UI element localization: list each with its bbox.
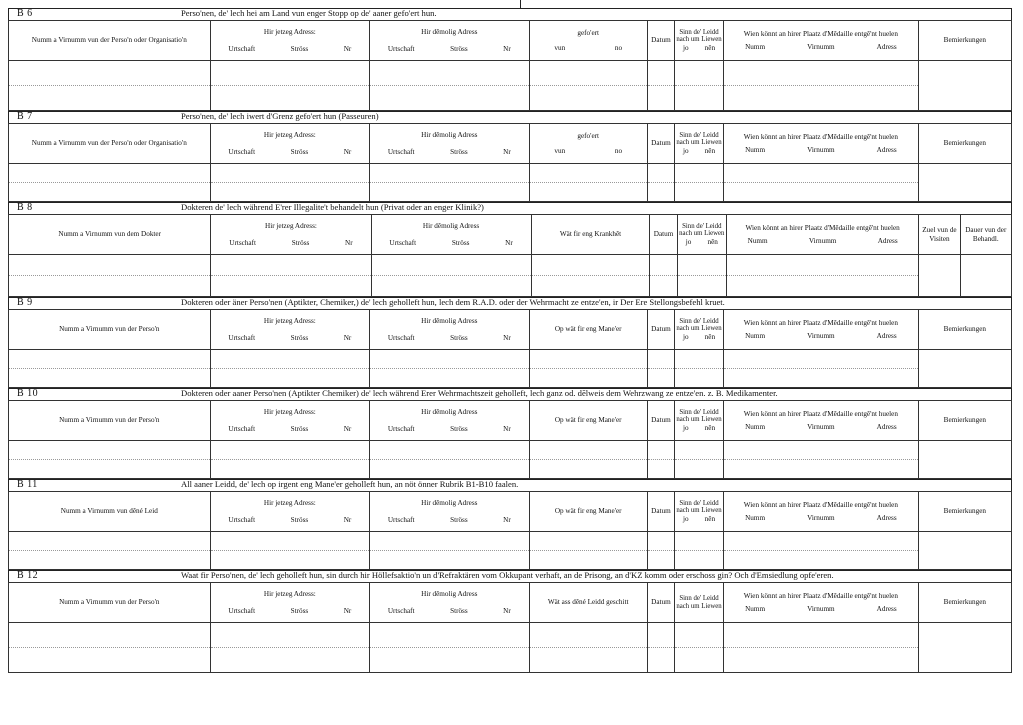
town-label: Urtschaft — [228, 44, 256, 53]
medal-name-label: Numm — [745, 513, 766, 522]
town-label: Urtschaft — [387, 515, 415, 524]
number-label: Nr — [343, 147, 352, 156]
former-address-header — [370, 583, 529, 623]
former-address-header — [370, 124, 529, 164]
alive-no-label: nẽn — [707, 238, 718, 247]
section-code: B 7 — [17, 111, 33, 122]
remarks-header: Bemierkungen — [918, 310, 1011, 350]
detail-header — [529, 492, 647, 532]
date-header: Datum — [647, 492, 674, 532]
street-label: Ströss — [450, 147, 468, 156]
former-address-label: Hir dẽmolig Adress — [421, 131, 478, 140]
visits-count-header: Zuel vun de Visiten — [919, 215, 960, 255]
section-table — [8, 491, 1012, 570]
alive-header: Sinn de' Leidd nach um Liewen — [676, 499, 722, 515]
date-cell[interactable] — [647, 350, 674, 388]
alive-no-label: nẽn — [704, 333, 716, 342]
alive-no-label: nẽn — [704, 147, 716, 156]
remarks-header: Bemierkungen — [918, 583, 1011, 623]
current-address-header — [211, 215, 371, 255]
section-b10 — [8, 388, 1012, 479]
medal-label: Wien könnt an hirer Plaatz d'Mẽdaille entgẽ'nt huelen — [743, 592, 898, 601]
former-address-label: Hir dẽmolig Adress — [421, 499, 478, 508]
medal-label: Wien könnt an hirer Plaatz d'Mẽdaille entgẽ'nt huelen — [743, 410, 898, 419]
section-code: B 11 — [17, 479, 38, 490]
section-title-row — [8, 388, 1012, 400]
date-cell[interactable] — [647, 61, 674, 111]
street-label: Ströss — [290, 333, 309, 342]
number-label: Nr — [343, 333, 352, 342]
former-address-header — [370, 492, 529, 532]
section-table — [8, 20, 1012, 111]
section-table — [8, 582, 1012, 673]
current-address-label: Hir jetzeg Adress: — [263, 317, 316, 326]
number-label: Nr — [343, 606, 352, 615]
alive-column-header — [674, 124, 723, 164]
remarks-cell[interactable] — [918, 61, 1011, 111]
medal-header — [724, 124, 919, 164]
detail-cell[interactable] — [531, 255, 650, 297]
name-header: Numm a Virnumm vun der Perso'n oder Organisatio'n — [9, 124, 211, 164]
former-address-cell[interactable] — [370, 61, 529, 111]
section-table — [8, 309, 1012, 388]
remarks-header: Bemierkungen — [918, 21, 1011, 61]
detail-header — [529, 583, 647, 623]
street-label: Ströss — [290, 515, 309, 524]
medal-cell[interactable] — [724, 350, 919, 388]
former-address-cell[interactable] — [370, 350, 529, 388]
alive-column-header — [674, 492, 723, 532]
current-address-cell[interactable] — [210, 441, 369, 479]
alive-cell[interactable] — [674, 441, 723, 479]
medal-label: Wien könnt an hirer Plaatz d'Mẽdaille entgẽ'nt huelen — [743, 133, 898, 142]
transport-header: gefo'ert — [577, 29, 600, 38]
remarks-header: Bemierkungen — [918, 401, 1011, 441]
current-address-label: Hir jetzeg Adress: — [263, 590, 316, 599]
number-label: Nr — [503, 44, 511, 53]
number-label: Nr — [503, 147, 511, 156]
former-address-header — [370, 310, 529, 350]
alive-header: Sinn de' Leidd nach um Liewen — [679, 222, 725, 238]
detail-header — [529, 310, 647, 350]
alive-cell[interactable] — [674, 623, 723, 673]
number-label: Nr — [343, 515, 352, 524]
section-code: B 12 — [17, 570, 39, 581]
name-cell[interactable] — [9, 164, 211, 202]
alive-yes-label: jo — [682, 147, 689, 156]
medal-header — [724, 310, 919, 350]
date-header: Datum — [647, 310, 674, 350]
alive-header: Sinn de' Leidd nach um Liewen — [676, 408, 722, 424]
medal-label: Wien könnt an hirer Plaatz d'Mẽdaille entgẽ'nt huelen — [743, 30, 898, 39]
medal-label: Wien könnt an hirer Plaatz d'Mẽdaille entgẽ'nt huelen — [743, 501, 898, 510]
street-label: Ströss — [450, 606, 468, 615]
medal-firstname-label: Virnumm — [807, 331, 835, 340]
former-address-cell[interactable] — [371, 255, 531, 297]
section-title-row — [8, 8, 1012, 20]
current-address-label: Hir jetzeg Adress: — [263, 131, 316, 140]
name-cell[interactable] — [9, 532, 211, 570]
former-address-cell[interactable] — [370, 532, 529, 570]
alive-yes-label: jo — [682, 515, 689, 524]
town-label: Urtschaft — [389, 238, 417, 247]
detail-header — [529, 401, 647, 441]
section-title: Dokteren oder aaner Perso'nen (Aptikter Chemiker) de' lech während Erer Wehrmachtszeit geholleft, lech ganz od. dẽlweis dem Wehrzwang ze entze'en. z. B. Medikamenter. — [181, 388, 778, 398]
alive-header: Sinn de' Leidd nach um Liewen — [676, 28, 722, 44]
section-title: Dokteren de' lech während E'rer Illegalite't behandelt hun (Privat oder an enger Klinik?) — [181, 202, 484, 212]
medal-address-label: Adress — [876, 42, 897, 51]
former-address-label: Hir dẽmolig Adress — [421, 590, 478, 599]
alive-column-header — [677, 215, 726, 255]
alive-no-label: nẽn — [704, 424, 716, 433]
detail-header — [529, 21, 647, 61]
medal-header — [724, 401, 919, 441]
town-label: Urtschaft — [228, 515, 256, 524]
current-address-header — [210, 310, 369, 350]
section-title-row — [8, 202, 1012, 214]
former-address-label: Hir dẽmolig Adress — [421, 28, 478, 37]
alive-yes-label: jo — [682, 424, 689, 433]
medal-cell[interactable] — [724, 623, 919, 673]
medal-header — [724, 21, 919, 61]
alive-header: Sinn de' Leidd nach um Liewen — [676, 131, 722, 147]
section-b7 — [8, 111, 1012, 202]
detail-cell[interactable] — [529, 61, 647, 111]
street-label: Ströss — [291, 238, 310, 247]
form-page — [8, 8, 1012, 673]
detail-cell[interactable] — [529, 441, 647, 479]
section-table — [8, 123, 1012, 202]
name-header: Numm a Virnumm vun der Perso'n — [9, 310, 211, 350]
detail-header — [529, 124, 647, 164]
medal-cell[interactable] — [724, 61, 919, 111]
transport-to-label: no — [614, 146, 623, 155]
number-label: Nr — [343, 44, 352, 53]
number-label: Nr — [503, 333, 511, 342]
method-header: Wät fir eng Krankhẽt — [559, 230, 622, 239]
street-label: Ströss — [290, 424, 309, 433]
medal-cell[interactable] — [724, 532, 919, 570]
medal-name-label: Numm — [745, 145, 766, 154]
alive-cell[interactable] — [674, 532, 723, 570]
section-b12 — [8, 570, 1012, 673]
former-address-label: Hir dẽmolig Adress — [422, 222, 480, 231]
current-address-label: Hir jetzeg Adress: — [263, 408, 316, 417]
current-address-cell[interactable] — [210, 623, 369, 673]
medal-cell[interactable] — [724, 441, 919, 479]
treatment-duration-header: Dauer vun der Behandl. — [960, 215, 1011, 255]
date-header: Datum — [650, 215, 677, 255]
remarks-header: Bemierkungen — [918, 492, 1011, 532]
street-label: Ströss — [450, 424, 468, 433]
date-header: Datum — [647, 124, 674, 164]
section-title-row — [8, 570, 1012, 582]
town-label: Urtschaft — [387, 333, 415, 342]
medal-address-label: Adress — [876, 331, 897, 340]
section-title-row — [8, 297, 1012, 309]
alive-no-label: nẽn — [704, 44, 716, 53]
number-label: Nr — [503, 606, 511, 615]
former-address-cell[interactable] — [370, 623, 529, 673]
alive-header: Sinn de' Leidd nach um Liewen — [676, 594, 722, 610]
medal-address-label: Adress — [876, 513, 897, 522]
town-label: Urtschaft — [387, 44, 415, 53]
medal-address-label: Adress — [877, 236, 898, 245]
section-b11 — [8, 479, 1012, 570]
medal-name-label: Numm — [745, 422, 766, 431]
section-title: All aaner Leidd, de' lech op irgent eng Mane'er geholleft hun, an nöt önner Rubrik B1-B10 faalen. — [181, 479, 519, 489]
number-label: Nr — [505, 238, 513, 247]
medal-name-label: Numm — [745, 604, 766, 613]
town-label: Urtschaft — [228, 424, 256, 433]
medal-address-label: Adress — [876, 422, 897, 431]
current-address-header — [210, 583, 369, 623]
current-address-label: Hir jetzeg Adress: — [263, 28, 316, 37]
alive-column-header — [674, 583, 723, 623]
top-margin-tick — [520, 0, 521, 8]
street-label: Ströss — [450, 333, 468, 342]
section-b9 — [8, 297, 1012, 388]
remarks-cell[interactable] — [918, 350, 1011, 388]
current-address-cell[interactable] — [211, 255, 371, 297]
name-cell[interactable] — [9, 623, 211, 673]
alive-column-header — [674, 310, 723, 350]
street-label: Ströss — [290, 606, 309, 615]
number-label: Nr — [343, 424, 352, 433]
date-header: Datum — [647, 21, 674, 61]
town-label: Urtschaft — [387, 424, 415, 433]
transport-from-label: vun — [554, 43, 566, 52]
medal-header — [726, 215, 918, 255]
method-header: Op wät fir eng Mane'er — [554, 325, 622, 334]
date-cell[interactable] — [647, 623, 674, 673]
section-table — [8, 400, 1012, 479]
street-label: Ströss — [450, 515, 468, 524]
former-address-header — [371, 215, 531, 255]
street-label: Ströss — [451, 238, 470, 247]
name-header: Numm a Virnumm vun der Perso'n oder Organisatio'n — [9, 21, 211, 61]
date-cell[interactable] — [647, 441, 674, 479]
former-address-label: Hir dẽmolig Adress — [421, 408, 478, 417]
current-address-cell[interactable] — [210, 532, 369, 570]
alive-cell[interactable] — [674, 61, 723, 111]
name-header: Numm a Virnumm vun der Perso'n — [9, 583, 211, 623]
detail-cell[interactable] — [529, 532, 647, 570]
name-header: Numm a Virnumm vun der Perso'n — [9, 401, 211, 441]
alive-column-header — [674, 21, 723, 61]
date-cell[interactable] — [650, 255, 677, 297]
name-header: Numm a Virnumm vun dẽné Leid — [9, 492, 211, 532]
section-code: B 9 — [17, 297, 33, 308]
medal-name-label: Numm — [745, 42, 766, 51]
alive-cell[interactable] — [674, 350, 723, 388]
street-label: Ströss — [290, 147, 309, 156]
detail-header — [531, 215, 650, 255]
current-address-header — [210, 124, 369, 164]
section-code: B 8 — [17, 202, 33, 213]
town-label: Urtschaft — [228, 606, 256, 615]
name-header: Numm a Virnumm vun dem Dokter — [9, 215, 211, 255]
town-label: Urtschaft — [228, 147, 256, 156]
medal-address-label: Adress — [876, 145, 897, 154]
medal-address-label: Adress — [876, 604, 897, 613]
current-address-cell[interactable] — [210, 350, 369, 388]
alive-yes-label: jo — [685, 238, 692, 247]
medal-name-label: Numm — [745, 331, 766, 340]
name-cell[interactable] — [9, 61, 211, 111]
alive-cell[interactable] — [677, 255, 726, 297]
section-b6 — [8, 8, 1012, 111]
alive-no-label: nẽn — [704, 515, 716, 524]
method-header: Op wät fir eng Mane'er — [554, 416, 622, 425]
current-address-label: Hir jetzeg Adress: — [263, 499, 316, 508]
town-label: Urtschaft — [228, 333, 256, 342]
number-label: Nr — [503, 424, 511, 433]
alive-column-header — [674, 401, 723, 441]
former-address-cell[interactable] — [370, 441, 529, 479]
alive-header: Sinn de' Leidd nach um Liewen — [676, 317, 722, 333]
street-label: Ströss — [450, 44, 468, 53]
section-title: Dokteren oder äner Perso'nen (Aptikter, Chemiker,) de' lech geholleft hun, lech dem R.A.D. oder der Wehrmacht ze entze'en, ir Der Ere Stellongsbefehl kruet. — [181, 297, 725, 307]
former-address-cell[interactable] — [370, 164, 529, 202]
section-title: Perso'nen, de' lech iwert d'Grenz gefo'ert hun (Passeuren) — [181, 111, 379, 121]
medal-name-label: Numm — [747, 236, 768, 245]
alive-yes-label: jo — [682, 44, 689, 53]
former-address-header — [370, 401, 529, 441]
date-cell[interactable] — [647, 532, 674, 570]
section-title: Perso'nen, de' lech hei am Land vun enger Stopp op de' aaner gefo'ert hun. — [181, 8, 437, 18]
visits-count-cell[interactable] — [919, 255, 960, 297]
remarks-cell[interactable] — [918, 623, 1011, 673]
former-address-label: Hir dẽmolig Adress — [421, 317, 478, 326]
method-header: Wät ass dẽné Leidd geschitt — [547, 598, 629, 607]
name-cell[interactable] — [9, 255, 211, 297]
name-cell[interactable] — [9, 441, 211, 479]
detail-cell[interactable] — [529, 623, 647, 673]
current-address-header — [210, 21, 369, 61]
treatment-duration-cell[interactable] — [960, 255, 1011, 297]
medal-header — [724, 492, 919, 532]
town-label: Urtschaft — [387, 606, 415, 615]
medal-cell[interactable] — [726, 255, 918, 297]
town-label: Urtschaft — [229, 238, 257, 247]
medal-header — [724, 583, 919, 623]
number-label: Nr — [503, 515, 511, 524]
date-cell[interactable] — [647, 164, 674, 202]
section-table — [8, 214, 1012, 297]
remarks-header: Bemierkungen — [918, 124, 1011, 164]
medal-label: Wien könnt an hirer Plaatz d'Mẽdaille entgẽ'nt huelen — [743, 319, 898, 328]
street-label: Ströss — [290, 44, 309, 53]
name-cell[interactable] — [9, 350, 211, 388]
transport-to-label: no — [614, 43, 623, 52]
section-code: B 6 — [17, 8, 33, 19]
section-title: Waat fir Perso'nen, de' lech geholleft hun, sin durch hir Höllefsaktio'n un d'Refraktären vom Okkupant verhaft, an de Prisong, an d'KZ komm oder erschoss gin? Och d'Emsiedlung opfe'eren. — [181, 570, 834, 580]
medal-label: Wien könnt an hirer Plaatz d'Mẽdaille entgẽ'nt huelen — [745, 224, 900, 233]
medal-cell[interactable] — [724, 164, 919, 202]
method-header: Op wät fir eng Mane'er — [554, 507, 622, 516]
former-address-header — [370, 21, 529, 61]
current-address-cell[interactable] — [210, 164, 369, 202]
section-title-row — [8, 479, 1012, 491]
medal-firstname-label: Virnumm — [808, 236, 837, 245]
detail-cell[interactable] — [529, 350, 647, 388]
medal-firstname-label: Virnumm — [807, 145, 835, 154]
current-address-label: Hir jetzeg Adress: — [265, 222, 317, 231]
current-address-header — [210, 401, 369, 441]
current-address-cell[interactable] — [210, 61, 369, 111]
section-code: B 10 — [17, 388, 39, 399]
alive-yes-label: jo — [682, 333, 689, 342]
transport-from-label: vun — [554, 146, 566, 155]
transport-header: gefo'ert — [577, 132, 600, 141]
medal-firstname-label: Virnumm — [807, 422, 835, 431]
medal-firstname-label: Virnumm — [807, 513, 835, 522]
medal-firstname-label: Virnumm — [807, 604, 835, 613]
detail-cell[interactable] — [529, 164, 647, 202]
alive-cell[interactable] — [674, 164, 723, 202]
remarks-cell[interactable] — [918, 441, 1011, 479]
section-b8 — [8, 202, 1012, 297]
number-label: Nr — [345, 238, 353, 247]
section-title-row — [8, 111, 1012, 123]
current-address-header — [210, 492, 369, 532]
date-header: Datum — [647, 401, 674, 441]
medal-firstname-label: Virnumm — [807, 42, 835, 51]
remarks-cell[interactable] — [918, 532, 1011, 570]
remarks-cell[interactable] — [918, 164, 1011, 202]
town-label: Urtschaft — [387, 147, 415, 156]
date-header: Datum — [647, 583, 674, 623]
